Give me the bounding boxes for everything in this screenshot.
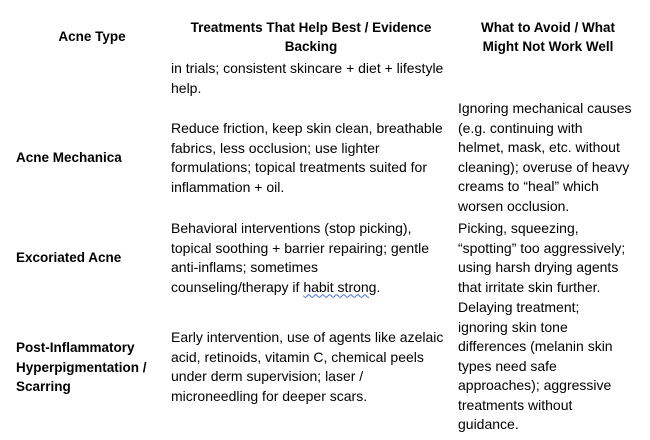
treatment-line: acid, retinoids, vitamin C, chemical peels	[171, 348, 424, 365]
avoid-line: Ignoring mechanical causes	[458, 100, 632, 116]
header-avoid-line-2: Might Not Work Well	[482, 39, 614, 54]
avoid-line: differences (melanin skin	[458, 338, 613, 354]
treatment-line: Reduce friction, keep skin clean, breathable	[171, 120, 443, 136]
treatment-text: .	[376, 278, 381, 295]
avoid-line: (e.g. continuing with	[458, 119, 583, 136]
header-treatments	[166, 18, 456, 56]
treatment-line: formulations; topical treatments suited for	[171, 159, 428, 175]
spellcheck-flagged-text[interactable]: habit strong	[303, 278, 377, 295]
treatment-line: under derm supervision; laser /	[171, 368, 364, 384]
avoid-line: types need safe	[458, 357, 557, 374]
acne-type-name: Excoriated Acne	[16, 250, 122, 265]
avoid-line: Picking, squeezing,	[458, 220, 579, 236]
row-excoriated-acne-treatment	[171, 219, 429, 297]
acne-type-name-line: Post-Inflammatory	[16, 340, 135, 355]
acne-type-name: Acne Mechanica	[16, 150, 122, 165]
avoid-line: “spotting” too aggressively;	[458, 239, 626, 256]
treatment-line: microneedling for deeper scars.	[171, 387, 368, 404]
treatment-line: Behavioral interventions (stop picking),	[171, 220, 412, 236]
row-acne-mechanica-label	[16, 148, 122, 168]
acne-type-name-line: Scarring	[16, 379, 71, 394]
acne-type-name-line: Hyperpigmentation /	[16, 359, 147, 375]
row-excoriated-acne-label	[16, 248, 121, 268]
row-pih-scarring-avoid	[458, 298, 613, 435]
treatment-text: counseling/therapy if	[171, 278, 304, 295]
row-acne-mechanica-avoid	[458, 99, 632, 216]
treatment-line: inflammation + oil.	[171, 178, 285, 195]
row-pih-scarring-treatment	[171, 328, 443, 406]
treatment-line: fabrics, less occlusion; use lighter	[171, 139, 380, 156]
treatment-line: Early intervention, use of agents like azelaic	[171, 329, 444, 345]
header-avoid-line-1: What to Avoid / What	[481, 20, 615, 35]
header-treatments-line-2: Backing	[284, 39, 338, 54]
avoid-line: approaches); aggressive	[458, 377, 612, 393]
avoid-line: ignoring skin tone	[458, 318, 568, 335]
treatment-line: topical soothing + barrier repairing; gentle	[171, 239, 429, 256]
continuation-treatment	[171, 59, 443, 98]
row-pih-scarring-label	[16, 338, 147, 397]
continuation-line-2: help.	[171, 79, 202, 96]
avoid-line: Delaying treatment;	[458, 299, 580, 315]
avoid-line: guidance.	[458, 416, 519, 432]
header-treatments-line-1: Treatments That Help Best / Evidence	[190, 20, 432, 35]
row-acne-mechanica-treatment	[171, 119, 443, 197]
header-avoid	[458, 18, 638, 56]
avoid-line: creams to “heal” which	[458, 178, 599, 194]
row-excoriated-acne-avoid	[458, 219, 625, 297]
avoid-line: treatments without	[458, 396, 573, 413]
header-acne-type-line: Acne Type	[58, 29, 126, 44]
treatment-line	[171, 278, 429, 298]
header-acne-type	[44, 27, 140, 46]
avoid-line: helmet, mask, etc. without	[458, 139, 620, 155]
avoid-line: cleaning); overuse of heavy	[458, 158, 630, 175]
avoid-line: worsen occlusion.	[458, 197, 570, 214]
continuation-line-1: in trials; consistent skincare + diet + lifestyle	[171, 60, 444, 76]
avoid-line: that irritate skin further.	[458, 278, 601, 295]
avoid-line: using harsh drying agents	[458, 259, 619, 275]
treatment-line: anti-inflams; sometimes	[171, 259, 319, 275]
